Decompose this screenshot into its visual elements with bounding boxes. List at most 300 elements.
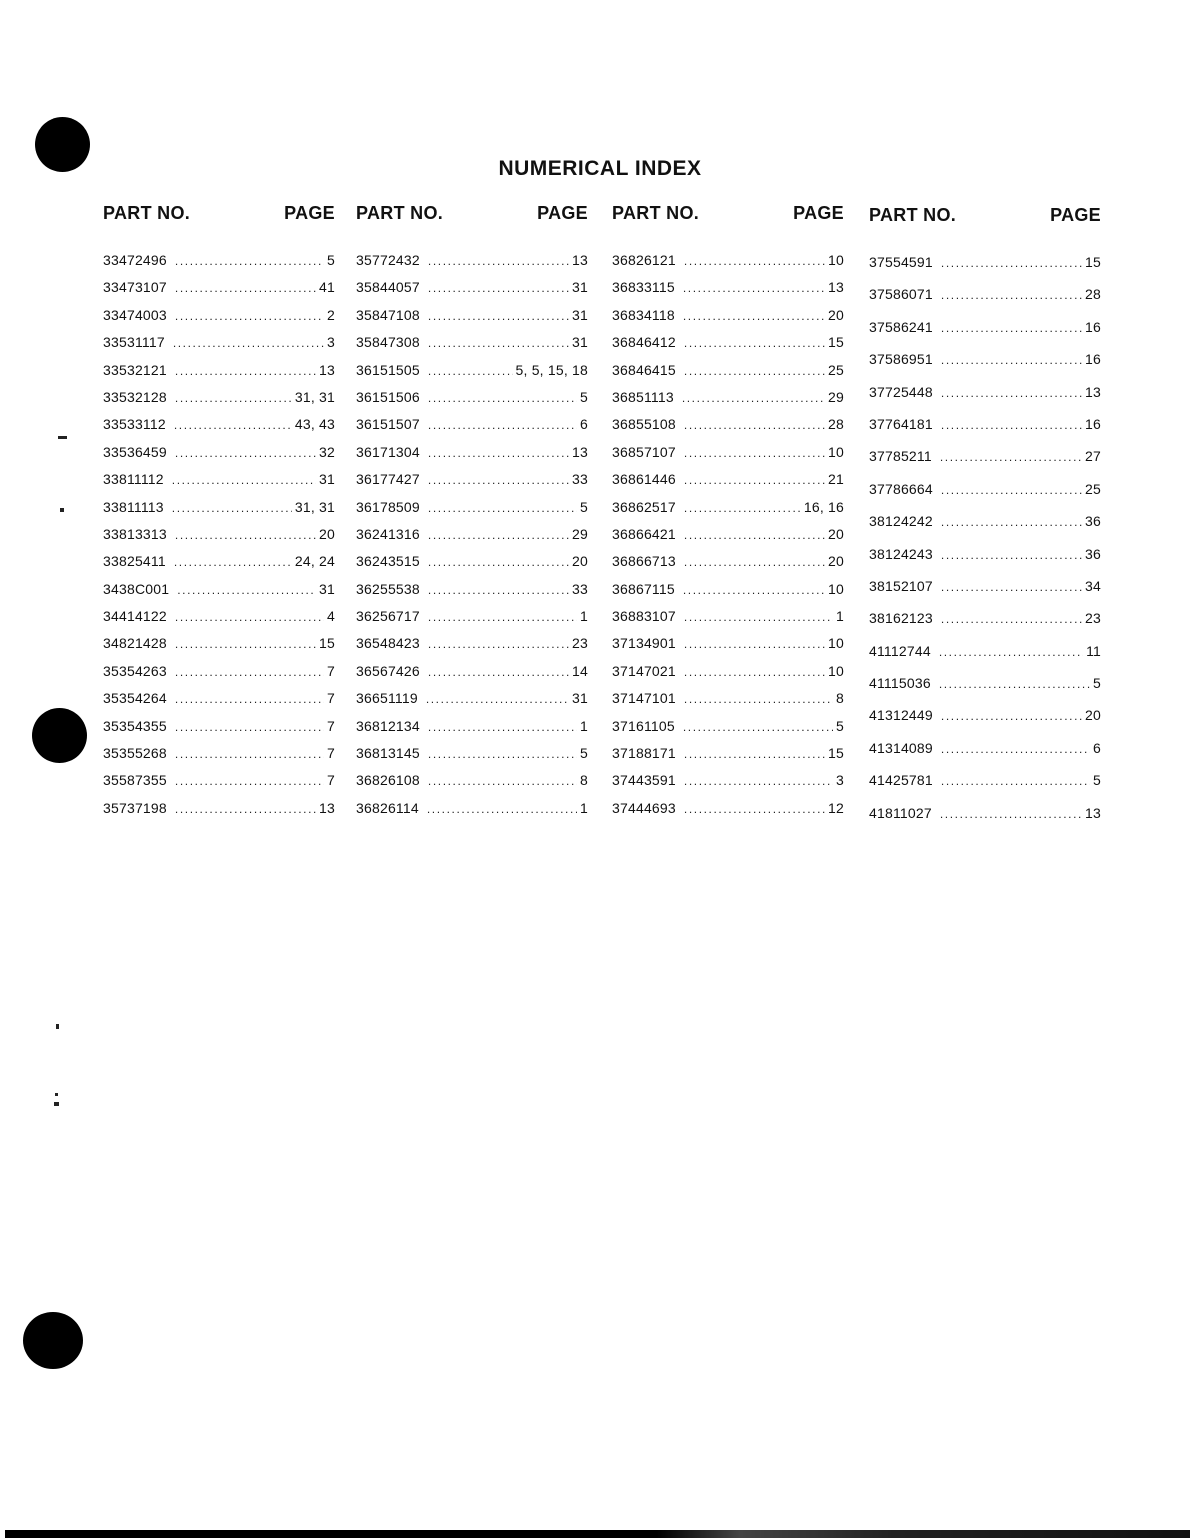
index-column-4 <box>869 205 1101 837</box>
dot-leader <box>428 774 577 788</box>
dot-leader <box>684 364 825 378</box>
part-number: 36846415 <box>612 361 676 378</box>
dot-leader <box>941 548 1082 562</box>
dot-leader <box>941 418 1082 432</box>
index-entry <box>869 513 1101 545</box>
page-reference: 15 <box>828 745 844 762</box>
index-entry <box>869 805 1101 837</box>
page-reference: 2 <box>327 306 335 323</box>
dot-leader <box>940 450 1082 464</box>
part-number: 36826114 <box>356 799 419 816</box>
part-number: 36171304 <box>356 443 420 460</box>
index-entry <box>869 675 1101 707</box>
part-number: 37785211 <box>869 448 932 465</box>
dot-leader <box>175 747 324 761</box>
page-reference: 11 <box>1086 642 1101 659</box>
page-reference: 36 <box>1085 513 1101 530</box>
column-header <box>869 205 1101 231</box>
dot-leader <box>428 336 569 350</box>
dot-leader <box>175 446 316 460</box>
index-entry <box>612 416 844 443</box>
index-entry <box>612 471 844 498</box>
page-reference: 7 <box>327 662 335 679</box>
dot-leader <box>428 610 577 624</box>
page-reference: 3 <box>836 772 844 789</box>
dot-leader <box>941 580 1082 594</box>
dot-leader <box>941 709 1082 723</box>
index-entry <box>103 444 335 471</box>
part-number: 36177427 <box>356 471 420 488</box>
dot-leader <box>941 386 1082 400</box>
index-entry <box>869 448 1101 480</box>
part-number: 33811112 <box>103 471 164 488</box>
part-number: 36548423 <box>356 635 420 652</box>
index-column-3 <box>612 203 844 827</box>
index-entry <box>103 772 335 799</box>
part-number: 36866713 <box>612 553 676 570</box>
dot-leader <box>175 281 316 295</box>
part-number: 36151507 <box>356 416 420 433</box>
page-reference: 20 <box>828 306 844 323</box>
index-entry <box>869 286 1101 318</box>
dot-leader <box>428 254 569 268</box>
dot-leader <box>175 309 324 323</box>
dot-leader <box>428 665 569 679</box>
index-entry <box>356 553 588 580</box>
part-number: 37147021 <box>612 662 676 679</box>
index-entry <box>869 481 1101 513</box>
dot-leader <box>175 720 324 734</box>
page-reference: 5, 5, 15, 18 <box>515 361 588 378</box>
index-entry <box>612 334 844 361</box>
index-entry <box>356 279 588 306</box>
index-entry <box>103 416 335 443</box>
dot-leader <box>684 336 825 350</box>
dot-leader <box>684 692 833 706</box>
index-entry <box>612 608 844 635</box>
part-number: 33813313 <box>103 525 167 542</box>
page-reference: 36 <box>1085 545 1101 562</box>
dot-leader <box>175 364 316 378</box>
index-entry <box>612 444 844 471</box>
dot-leader <box>428 501 577 515</box>
index-entry <box>356 608 588 635</box>
dot-leader <box>683 309 825 323</box>
index-entry <box>869 740 1101 772</box>
index-entry <box>869 416 1101 448</box>
part-number: 33536459 <box>103 443 167 460</box>
part-number: 41425781 <box>869 772 933 789</box>
page-header: PAGE <box>793 203 844 223</box>
part-number: 3438C001 <box>103 580 170 597</box>
page-reference: 5 <box>580 388 588 405</box>
page-reference: 15 <box>828 334 844 351</box>
index-entry <box>103 690 335 717</box>
page-reference: 20 <box>572 553 588 570</box>
part-number: 35772432 <box>356 252 420 268</box>
part-number: 34821428 <box>103 635 167 652</box>
part-number: 38152107 <box>869 577 933 594</box>
dot-leader <box>175 665 324 679</box>
page-reference: 33 <box>572 580 588 597</box>
page-reference: 31 <box>319 471 335 488</box>
dot-leader <box>175 391 292 405</box>
index-entry <box>612 581 844 608</box>
index-entry <box>103 526 335 553</box>
part-number: 36651119 <box>356 690 418 707</box>
part-number: 37134901 <box>612 635 676 652</box>
part-number: 35354355 <box>103 717 167 734</box>
part-number: 35847308 <box>356 334 420 351</box>
index-entry <box>356 389 588 416</box>
part-number: 36834118 <box>612 306 675 323</box>
scan-speck <box>60 508 64 512</box>
page-reference: 16, 16 <box>803 498 844 515</box>
part-number: 37444693 <box>612 799 676 816</box>
index-entry <box>869 351 1101 383</box>
dot-leader <box>428 473 569 487</box>
column-header <box>103 203 335 229</box>
page-reference: 41 <box>319 279 335 296</box>
part-number: 35354264 <box>103 690 167 707</box>
part-number: 35355268 <box>103 745 167 762</box>
index-entry <box>356 690 588 717</box>
index-entry <box>356 444 588 471</box>
page-reference: 1 <box>580 799 588 816</box>
page-reference: 13 <box>319 361 335 378</box>
part-number: 41811027 <box>869 804 932 821</box>
page-reference: 5 <box>1093 772 1101 789</box>
index-entry <box>103 362 335 389</box>
index-entry <box>612 279 844 306</box>
page-reference: 20 <box>828 525 844 542</box>
dot-leader <box>428 364 513 378</box>
dot-leader <box>941 612 1082 626</box>
index-entry <box>612 553 844 580</box>
page-reference: 10 <box>828 635 844 652</box>
page-reference: 25 <box>1085 480 1101 497</box>
part-number: 36861446 <box>612 471 676 488</box>
part-number: 35587355 <box>103 772 167 789</box>
part-number: 37586241 <box>869 318 933 335</box>
page-reference: 8 <box>580 772 588 789</box>
part-number: 37443591 <box>612 772 676 789</box>
index-entry <box>612 690 844 717</box>
dot-leader <box>684 610 833 624</box>
part-number: 37786664 <box>869 480 933 497</box>
page-reference: 5 <box>836 717 844 734</box>
part-number: 36857107 <box>612 443 676 460</box>
part-number: 33532121 <box>103 361 167 378</box>
dot-leader <box>175 774 324 788</box>
dot-leader <box>428 583 569 597</box>
part-number: 37725448 <box>869 383 933 400</box>
page-reference: 31 <box>572 279 588 296</box>
dot-leader <box>177 583 316 597</box>
index-entry <box>356 526 588 553</box>
dot-leader <box>684 501 801 515</box>
index-entry <box>612 252 844 279</box>
part-number: 41115036 <box>869 675 931 692</box>
part-number: 36851113 <box>612 388 674 405</box>
part-number: 33474003 <box>103 306 167 323</box>
page-reference: 15 <box>1085 254 1101 270</box>
dot-leader <box>428 637 569 651</box>
page-title: NUMERICAL INDEX <box>498 157 702 181</box>
page-reference: 13 <box>1085 383 1101 400</box>
page-reference: 10 <box>828 662 844 679</box>
part-number: 33473107 <box>103 279 167 296</box>
page-reference: 21 <box>828 471 844 488</box>
page-reference: 5 <box>580 498 588 515</box>
part-no-header: PART NO. <box>103 203 191 223</box>
part-number: 36883107 <box>612 608 676 625</box>
index-entry <box>612 663 844 690</box>
dot-leader <box>941 288 1082 302</box>
part-number: 37554591 <box>869 254 933 270</box>
dot-leader <box>428 391 577 405</box>
page-reference: 5 <box>580 745 588 762</box>
page-reference: 31 <box>572 306 588 323</box>
page-reference: 43, 43 <box>294 416 335 433</box>
page-reference: 33 <box>572 471 588 488</box>
dot-leader <box>684 528 825 542</box>
scan-speck <box>58 436 67 439</box>
page-reference: 7 <box>327 745 335 762</box>
index-entry <box>356 663 588 690</box>
index-entry <box>103 745 335 772</box>
page-reference: 34 <box>1085 577 1101 594</box>
page-reference: 31 <box>572 690 588 707</box>
part-no-header: PART NO. <box>612 203 700 223</box>
page-reference: 5 <box>1093 675 1101 692</box>
index-entry <box>103 279 335 306</box>
page-reference: 13 <box>828 279 844 296</box>
page-reference: 7 <box>327 690 335 707</box>
dot-leader <box>428 747 577 761</box>
dot-leader <box>172 501 292 515</box>
page-reference: 16 <box>1085 318 1101 335</box>
part-number: 33531117 <box>103 334 165 351</box>
dot-leader <box>175 637 316 651</box>
part-number: 37147101 <box>612 690 676 707</box>
index-column-1 <box>103 203 335 827</box>
part-no-header: PART NO. <box>869 205 957 225</box>
column-header <box>356 203 588 229</box>
part-number: 35354263 <box>103 662 167 679</box>
page-reference: 16 <box>1085 415 1101 432</box>
page-reference: 1 <box>580 608 588 625</box>
index-entry <box>869 707 1101 739</box>
page-reference: 6 <box>580 416 588 433</box>
dot-leader <box>426 692 569 706</box>
index-entry <box>612 499 844 526</box>
index-entry <box>612 389 844 416</box>
dot-leader <box>175 692 324 706</box>
index-entry <box>869 772 1101 804</box>
part-number: 38162123 <box>869 610 933 627</box>
dot-leader <box>683 281 825 295</box>
part-number: 33533112 <box>103 416 166 433</box>
index-entry <box>103 608 335 635</box>
dot-leader <box>428 418 577 432</box>
dot-leader <box>941 774 1090 788</box>
dot-leader <box>941 742 1090 756</box>
part-number: 36862517 <box>612 498 676 515</box>
part-number: 38124242 <box>869 513 933 530</box>
page-header: PAGE <box>1050 205 1101 225</box>
dot-leader <box>941 256 1082 270</box>
part-number: 37188171 <box>612 745 676 762</box>
dot-leader <box>175 254 324 268</box>
dot-leader <box>428 528 569 542</box>
page-reference: 23 <box>572 635 588 652</box>
page-reference: 28 <box>1085 286 1101 303</box>
dot-leader <box>684 555 825 569</box>
part-number: 41112744 <box>869 642 931 659</box>
page-reference: 15 <box>319 635 335 652</box>
punch-hole-middle <box>32 708 87 763</box>
dot-leader <box>684 446 825 460</box>
page-reference: 7 <box>327 717 335 734</box>
index-entry <box>103 581 335 608</box>
dot-leader <box>175 610 324 624</box>
page-reference: 1 <box>580 717 588 734</box>
index-entry <box>612 745 844 772</box>
index-entry <box>356 252 588 279</box>
index-column-2 <box>356 203 588 827</box>
index-entry <box>612 800 844 827</box>
page-reference: 20 <box>319 525 335 542</box>
index-entry <box>612 526 844 553</box>
index-entry <box>356 800 588 827</box>
index-entry <box>103 635 335 662</box>
page-reference: 24, 24 <box>294 553 335 570</box>
page-reference: 4 <box>327 608 335 625</box>
part-number: 35847108 <box>356 306 420 323</box>
index-entry <box>103 663 335 690</box>
index-entry <box>356 471 588 498</box>
page-reference: 29 <box>828 388 844 405</box>
index-entry <box>356 334 588 361</box>
index-entry <box>869 643 1101 675</box>
index-entry <box>356 745 588 772</box>
index-entry <box>356 307 588 334</box>
index-entry <box>356 362 588 389</box>
page-reference: 1 <box>836 608 844 625</box>
part-number: 36243515 <box>356 553 420 570</box>
page-reference: 10 <box>828 252 844 268</box>
page-reference: 13 <box>572 443 588 460</box>
dot-leader <box>684 637 825 651</box>
part-number: 35844057 <box>356 279 420 296</box>
index-entry <box>869 546 1101 578</box>
index-entry <box>869 384 1101 416</box>
scan-speck <box>55 1093 58 1096</box>
dot-leader <box>684 254 825 268</box>
part-number: 36867115 <box>612 580 675 597</box>
part-number: 37764181 <box>869 415 933 432</box>
part-no-header: PART NO. <box>356 203 444 223</box>
part-number: 35737198 <box>103 799 167 816</box>
index-entry <box>103 553 335 580</box>
page-reference: 13 <box>1085 804 1101 821</box>
part-number: 33472496 <box>103 252 167 268</box>
index-entry <box>103 718 335 745</box>
part-number: 41314089 <box>869 739 933 756</box>
index-rows <box>869 254 1101 837</box>
part-number: 41312449 <box>869 707 933 724</box>
page-header: PAGE <box>537 203 588 223</box>
page-reference: 31, 31 <box>294 388 335 405</box>
index-rows <box>103 252 335 827</box>
index-entry <box>103 389 335 416</box>
part-number: 37586951 <box>869 351 933 368</box>
index-entry <box>103 252 335 279</box>
page-reference: 28 <box>828 416 844 433</box>
dot-leader <box>172 473 316 487</box>
index-entry <box>103 800 335 827</box>
page-reference: 20 <box>828 553 844 570</box>
part-number: 36151506 <box>356 388 420 405</box>
page-reference: 31 <box>572 334 588 351</box>
dot-leader <box>174 555 292 569</box>
part-number: 36826108 <box>356 772 420 789</box>
dot-leader <box>428 720 577 734</box>
part-number: 33532128 <box>103 388 167 405</box>
part-number: 36846412 <box>612 334 676 351</box>
index-entry <box>356 581 588 608</box>
index-entry <box>869 254 1101 286</box>
scan-speck <box>54 1102 59 1106</box>
dot-leader <box>939 677 1090 691</box>
part-number: 36833115 <box>612 279 675 296</box>
page-reference: 8 <box>836 690 844 707</box>
dot-leader <box>428 281 569 295</box>
page-reference: 16 <box>1085 351 1101 368</box>
dot-leader <box>683 583 825 597</box>
index-rows <box>612 252 844 827</box>
index-entry <box>356 499 588 526</box>
dot-leader <box>684 473 825 487</box>
dot-leader <box>939 645 1083 659</box>
part-number: 36812134 <box>356 717 420 734</box>
dot-leader <box>683 720 833 734</box>
punch-hole-bottom <box>23 1312 83 1369</box>
dot-leader <box>684 774 833 788</box>
page-reference: 27 <box>1085 448 1101 465</box>
index-entry <box>612 718 844 745</box>
page-reference: 6 <box>1093 739 1101 756</box>
index-entry <box>103 471 335 498</box>
part-number: 37161105 <box>612 717 675 734</box>
page-reference: 10 <box>828 443 844 460</box>
page-reference: 13 <box>319 799 335 816</box>
index-rows <box>356 252 588 827</box>
column-header <box>612 203 844 229</box>
part-number: 36567426 <box>356 662 420 679</box>
page-header: PAGE <box>284 203 335 223</box>
dot-leader <box>428 309 569 323</box>
dot-leader <box>684 418 825 432</box>
part-number: 36813145 <box>356 745 420 762</box>
index-entry <box>356 772 588 799</box>
part-number: 33825411 <box>103 553 166 570</box>
page-reference: 29 <box>572 525 588 542</box>
dot-leader <box>684 802 825 816</box>
page-reference: 13 <box>572 252 588 268</box>
index-entry <box>612 307 844 334</box>
